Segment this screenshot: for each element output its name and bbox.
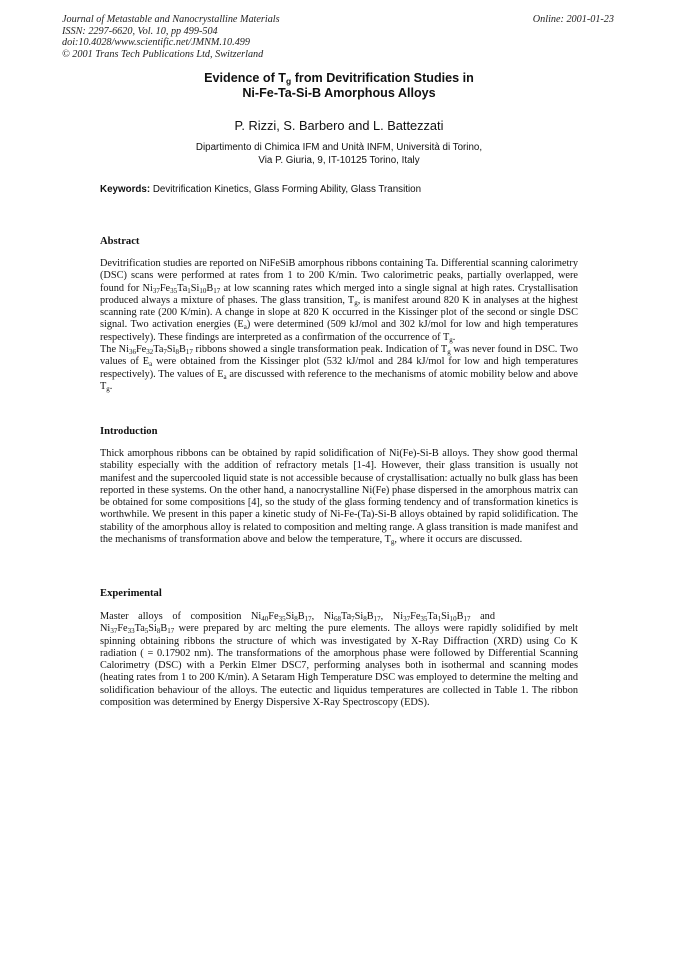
abstract-paragraph-2 xyxy=(100,344,578,393)
text-run: Ta xyxy=(427,611,438,622)
online-date: Online: 2001-01-23 xyxy=(532,14,614,25)
journal-doi: doi:10.4028/www.scientific.net/JMNM.10.499 xyxy=(62,37,250,49)
keywords xyxy=(100,184,580,195)
subscript: 17 xyxy=(167,627,175,636)
text-run: Ta xyxy=(134,623,145,635)
text-run: B xyxy=(179,344,186,356)
text-run: , is manifest around 820 K in analyses at the highest scanning rate (200 K/min). A change in slope at 820 K occurred in the Kissinger plot of the second or single DSC signal. Two activation energies (E xyxy=(100,294,579,331)
text-run: B xyxy=(366,611,374,622)
text-run: Fe xyxy=(117,623,128,635)
text-run: B xyxy=(160,623,168,635)
authors: P. Rizzi, S. Barbero and L. Battezzati xyxy=(234,118,444,133)
text-run: Si xyxy=(190,282,200,294)
keywords-text: Devitrification Kinetics, Glass Forming Ability, Glass Transition xyxy=(150,184,422,195)
text-run: Ta xyxy=(177,282,188,294)
journal-issn: ISSN: 2297-6620, Vol. 10, pp 499-504 xyxy=(62,25,218,37)
text-run: . xyxy=(452,331,456,343)
text-run: B xyxy=(456,611,464,622)
text-run: , Ni xyxy=(380,611,404,622)
subscript: 17 xyxy=(463,615,471,623)
subscript: a xyxy=(223,372,227,381)
text-run: were obtained from the Kissinger plot (532 kJ/mol and 284 kJ/mol for low and high temperatures respectively). The values of E xyxy=(100,356,578,380)
subscript: 5 xyxy=(144,627,149,636)
text-run: Ni xyxy=(100,623,111,635)
subscript: 35 xyxy=(170,286,178,295)
subscript: 10 xyxy=(199,286,207,295)
affiliation xyxy=(0,142,678,167)
text-run: ribbons showed a single transformation peak. Indication of T xyxy=(192,344,448,356)
introduction-heading: Introduction xyxy=(100,426,158,437)
introduction-paragraph xyxy=(100,448,578,546)
text-run: Si xyxy=(441,611,450,622)
subscript: 17 xyxy=(213,286,221,295)
abstract-heading: Abstract xyxy=(100,236,140,247)
text-run: B xyxy=(297,611,305,622)
subscript: 32 xyxy=(146,348,154,357)
experimental-body xyxy=(100,611,578,709)
paper-title xyxy=(0,71,678,101)
journal-info xyxy=(62,14,482,60)
text-run: B xyxy=(206,282,214,294)
title-text-a: Evidence of T xyxy=(204,71,287,85)
subscript: 37 xyxy=(403,615,411,623)
subscript: 35 xyxy=(278,615,286,623)
subscript: 17 xyxy=(304,615,312,623)
text-run: Fe xyxy=(135,344,147,356)
subscript: 8 xyxy=(156,627,161,636)
introduction-body xyxy=(100,448,578,546)
abstract-paragraph-1 xyxy=(100,258,578,344)
text-run: Master alloys of composition Ni xyxy=(100,611,262,622)
subscript: 17 xyxy=(185,348,193,357)
text-run: and xyxy=(470,611,495,622)
subscript: 33 xyxy=(127,627,135,636)
subscript: 37 xyxy=(152,286,160,295)
experimental-heading: Experimental xyxy=(100,588,162,599)
text-run: , where it occurs are discussed. xyxy=(394,534,523,546)
title-line-2: Ni-Fe-Ta-Si-B Amorphous Alloys xyxy=(242,86,436,100)
subscript: a xyxy=(149,360,153,369)
title-line-1 xyxy=(0,71,678,86)
keywords-label: Keywords: xyxy=(100,184,151,195)
journal-name: Journal of Metastable and Nanocrystalline Materials xyxy=(62,14,280,25)
text-run: Fe xyxy=(268,611,279,622)
text-run: , Ni xyxy=(311,611,335,622)
subscript: g xyxy=(447,348,451,357)
title-subscript: g xyxy=(286,76,292,86)
text-run: Ta xyxy=(341,611,352,622)
text-run: Fe xyxy=(410,611,421,622)
text-run: Si xyxy=(354,611,364,622)
text-run: . xyxy=(109,380,113,392)
subscript: 1 xyxy=(187,286,191,295)
subscript: 8 xyxy=(363,615,367,623)
subscript: g xyxy=(354,298,358,307)
subscript: a xyxy=(243,323,247,332)
experimental-paragraph xyxy=(100,623,578,709)
text-run: Si xyxy=(166,344,176,356)
journal-copyright: © 2001 Trans Tech Publications Ltd, Switzerland xyxy=(62,48,264,60)
subscript: g xyxy=(449,335,453,344)
subscript: 8 xyxy=(175,348,180,357)
text-run: Ta xyxy=(153,344,164,356)
subscript: 36 xyxy=(128,348,136,357)
text-run: Fe xyxy=(159,282,171,294)
text-run: ) were determined (509 kJ/mol and 302 kJ/mol for low and high temperatures respectively). These findings are interpreted as a confirmation of the occurrence of T xyxy=(100,319,578,343)
experimental-first-line xyxy=(100,611,578,623)
subscript: 17 xyxy=(373,615,381,623)
subscript: 1 xyxy=(437,615,442,623)
text-run: was never found in DSC. Two values of E xyxy=(100,344,578,368)
text-run: Si xyxy=(285,611,295,622)
text-run: were prepared by arc melting the pure elements. The alloys were rapidly solidified by melt spinning obtaining ribbons the structure of which was investigated by X-Ray Diffraction (XRD) using Co K radiation ( = 0.17902 nm). The transformations of the amorphous phase were followed by Differential Scanning Calorimetry (DSC) with a Perkin Elmer DSC7, performing analyses both in isothermal and scanning modes (heating rates from 1 to 200 K/min). A Setaram High Temperature DSC was employed to determine the melting and solidification behaviour of the alloys. The eutectic and liquidus temperatures are collected in Table 1. The ribbon composition was determined by Energy Dispersive X-Ray Spectroscopy (EDS). xyxy=(100,623,578,709)
text-run: are discussed with reference to the mechanisms of atomic mobility below and above T xyxy=(100,368,578,392)
subscript: 35 xyxy=(420,615,428,623)
text-run: Devitrification studies are reported on NiFeSiB amorphous ribbons containing Ta. Differential scanning calorimetry (DSC) scans were performed at rates from 1 to 200 K/min. Two calorimetric peaks, partially overlapped, were found for Ni xyxy=(100,258,578,294)
subscript: 7 xyxy=(351,615,355,623)
subscript: 68 xyxy=(334,615,342,623)
text-run: at low scanning rates which merged into a single signal at high rates. Crystallisation produced always a mixture of phases. The glass transition, T xyxy=(100,282,578,306)
subscript: 10 xyxy=(449,615,457,623)
subscript: 40 xyxy=(261,615,269,623)
text-run: Si xyxy=(148,623,157,635)
subscript: 37 xyxy=(110,627,118,636)
affiliation-line-1: Dipartimento di Chimica IFM and Unità INFM, Università di Torino, xyxy=(195,142,483,153)
subscript: g xyxy=(106,384,110,393)
subscript: g xyxy=(390,538,395,547)
title-text-b: from Devitrification Studies in xyxy=(291,71,474,85)
text-run: Thick amorphous ribbons can be obtained by rapid solidification of Ni(Fe)-Si-B alloys. They show good thermal stability especially with the addition of refractory metals [1-4]. However, their glass transition is usually not manifest and the supercooled liquid state is not accessible because of crystallisation: actually no bulk glass has been reported in these systems. On the other hand, a nanocrystalline Ni(Fe) phase dispersed in the amorphous matrix can be obtained for some compositions [4], so the study of the glass forming tendency and of transformation kinetics is worthwhile. We present in this paper a kinetic study of Ni-Fe-(Ta)-Si-B alloys obtained by rapid solidification. The stability of the amorphous alloy is related to composition and melting range. A glass transition is made manifest and the mechanisms of transformation above and below the temperature, T xyxy=(100,448,578,546)
subscript: 8 xyxy=(294,615,298,623)
subscript: 7 xyxy=(163,348,167,357)
abstract-body xyxy=(100,258,578,393)
text-run: The Ni xyxy=(100,344,129,356)
affiliation-line-2: Via P. Giuria, 9, IT-10125 Torino, Italy xyxy=(258,154,420,166)
